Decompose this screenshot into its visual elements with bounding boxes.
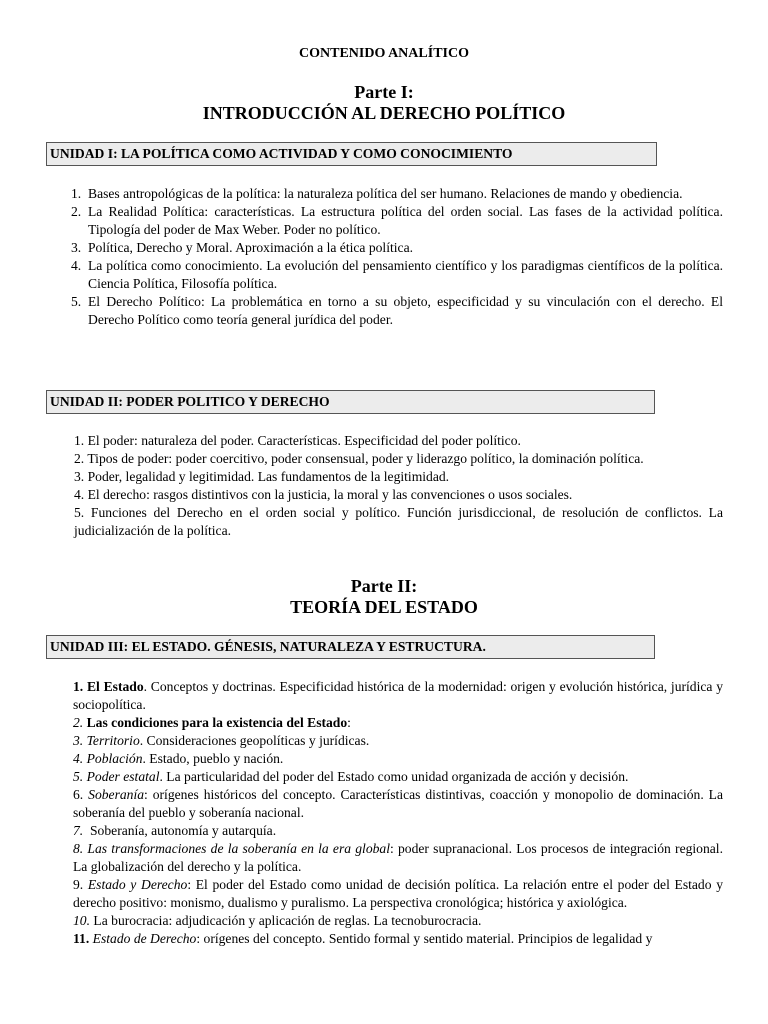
list-item-heading: Territorio bbox=[86, 733, 140, 748]
list-item-number: 3. bbox=[71, 240, 82, 255]
part-1-label: Parte I: bbox=[354, 82, 414, 102]
list-item-text: Soberanía, autonomía y autarquía. bbox=[90, 823, 277, 838]
list-item-number: 9. bbox=[73, 877, 84, 892]
unit-1-list bbox=[71, 185, 723, 329]
list-item: 3. Poder, legalidad y legitimidad. Las fundamentos de la legitimidad. bbox=[74, 469, 450, 484]
list-item-number: 1. bbox=[73, 679, 84, 694]
list-item bbox=[71, 293, 723, 329]
list-item-text: . Estado, pueblo y nación. bbox=[142, 751, 284, 766]
unit-3-list bbox=[73, 678, 723, 948]
list-item-text: : orígenes del concepto. Sentido formal y sentido material. Principios de legalidad y bbox=[196, 931, 653, 946]
list-item-number: 4. bbox=[73, 751, 84, 766]
list-item-text: : poder supranacional. Los procesos de integración regional. La globalización del derecho y la política. bbox=[73, 841, 723, 874]
list-item bbox=[73, 930, 723, 948]
list-item bbox=[73, 714, 723, 732]
unit-2-list bbox=[74, 432, 723, 540]
list-item bbox=[71, 203, 723, 239]
part-2-title: TEORÍA DEL ESTADO bbox=[290, 597, 478, 617]
list-item bbox=[71, 257, 723, 293]
list-item-number: 5. bbox=[73, 769, 84, 784]
list-item: 4. El derecho: rasgos distintivos con la justicia, la moral y las convenciones o usos sociales. bbox=[74, 487, 573, 502]
list-item bbox=[73, 786, 723, 822]
list-item-heading: Estado de Derecho bbox=[92, 931, 197, 946]
list-item-number: 2. bbox=[73, 715, 84, 730]
list-item: 5. Funciones del Derecho en el orden social y político. Función jurisdiccional, de resolución de conflictos. La judicialización de la política. bbox=[74, 505, 723, 538]
list-item bbox=[73, 732, 723, 750]
list-item bbox=[71, 185, 723, 203]
list-item-text: : orígenes históricos del concepto. Características distintivas, coacción y monopolio de dominación. La soberanía del pueblo y soberanía nacional. bbox=[73, 787, 723, 820]
list-item: 1. El poder: naturaleza del poder. Características. Especificidad del poder político. bbox=[74, 433, 521, 448]
contents-heading: CONTENIDO ANALÍTICO bbox=[299, 46, 469, 61]
list-item-number: 3. bbox=[73, 733, 84, 748]
list-item bbox=[73, 840, 723, 876]
list-item-number: 11. bbox=[73, 931, 90, 946]
list-item-text: . Conceptos y doctrinas. Especificidad histórica de la modernidad: origen y evolución histórica, jurídica y sociopolítica. bbox=[73, 679, 724, 712]
list-item-text: : El poder del Estado como unidad de decisión política. La relación entre el poder del Estado y derecho positivo: monismo, dualismo y puralismo. La perspectiva cronológica; histórica y axiológica. bbox=[73, 877, 723, 910]
part-1-title: INTRODUCCIÓN AL DERECHO POLÍTICO bbox=[202, 103, 566, 123]
list-item-number: 2. bbox=[71, 204, 82, 219]
list-item-heading: Población bbox=[86, 751, 143, 766]
list-item-number: 8. bbox=[73, 841, 84, 856]
list-item bbox=[73, 912, 723, 930]
part-2-label: Parte II: bbox=[350, 576, 418, 596]
list-item-text: El Derecho Político: La problemática en torno a su objeto, especificidad y su vinculación con el derecho. El Derecho Político como teoría general jurídica del poder. bbox=[88, 294, 723, 327]
list-item-heading: Las transformaciones de la soberanía en la era global bbox=[87, 841, 390, 856]
list-item-text: Política, Derecho y Moral. Aproximación a la ética política. bbox=[88, 240, 414, 255]
list-item bbox=[71, 239, 723, 257]
list-item-number: 1. bbox=[71, 186, 82, 201]
list-item-heading: Las condiciones para la existencia del Estado bbox=[86, 715, 348, 730]
list-item-text: : bbox=[347, 715, 351, 730]
list-item bbox=[73, 768, 723, 786]
list-item-text: Bases antropológicas de la política: la naturaleza política del ser humano. Relaciones de mando y obediencia. bbox=[88, 186, 683, 201]
list-item bbox=[73, 750, 723, 768]
unit-1-heading: UNIDAD I: LA POLÍTICA COMO ACTIVIDAD Y COMO CONOCIMIENTO bbox=[46, 142, 657, 166]
list-item-heading: Estado y Derecho bbox=[87, 877, 188, 892]
list-item-text: La burocracia: adjudicación y aplicación de reglas. La tecnoburocracia. bbox=[93, 913, 482, 928]
list-item bbox=[73, 822, 723, 840]
list-item bbox=[73, 876, 723, 912]
list-item-text: La Realidad Política: características. La estructura política del orden social. Las fases de la actividad política. Tipología del poder de Max Weber. Poder no político. bbox=[88, 204, 723, 237]
list-item-heading: Soberanía bbox=[88, 787, 145, 802]
list-item-text: . La particularidad del poder del Estado como unidad organizada de acción y decisión. bbox=[159, 769, 629, 784]
list-item-number: 7. bbox=[73, 823, 84, 838]
unit-3-heading: UNIDAD III: EL ESTADO. GÉNESIS, NATURALEZA Y ESTRUCTURA. bbox=[46, 635, 655, 659]
list-item bbox=[73, 678, 723, 714]
list-item-text: . Consideraciones geopolíticas y jurídicas. bbox=[139, 733, 370, 748]
list-item-number: 5. bbox=[71, 294, 82, 309]
unit-2-heading: UNIDAD II: PODER POLITICO Y DERECHO bbox=[46, 390, 655, 414]
list-item-heading: Poder estatal bbox=[86, 769, 160, 784]
list-item: 2. Tipos de poder: poder coercitivo, poder consensual, poder y liderazgo político, la dominación política. bbox=[74, 451, 644, 466]
list-item-number: 6. bbox=[73, 787, 84, 802]
list-item-number: 10. bbox=[73, 913, 90, 928]
list-item-number: 4. bbox=[71, 258, 82, 273]
list-item-heading: El Estado bbox=[86, 679, 144, 694]
list-item-text: La política como conocimiento. La evolución del pensamiento científico y los paradigmas científicos de la política. Ciencia Política, Filosofía política. bbox=[88, 258, 723, 291]
